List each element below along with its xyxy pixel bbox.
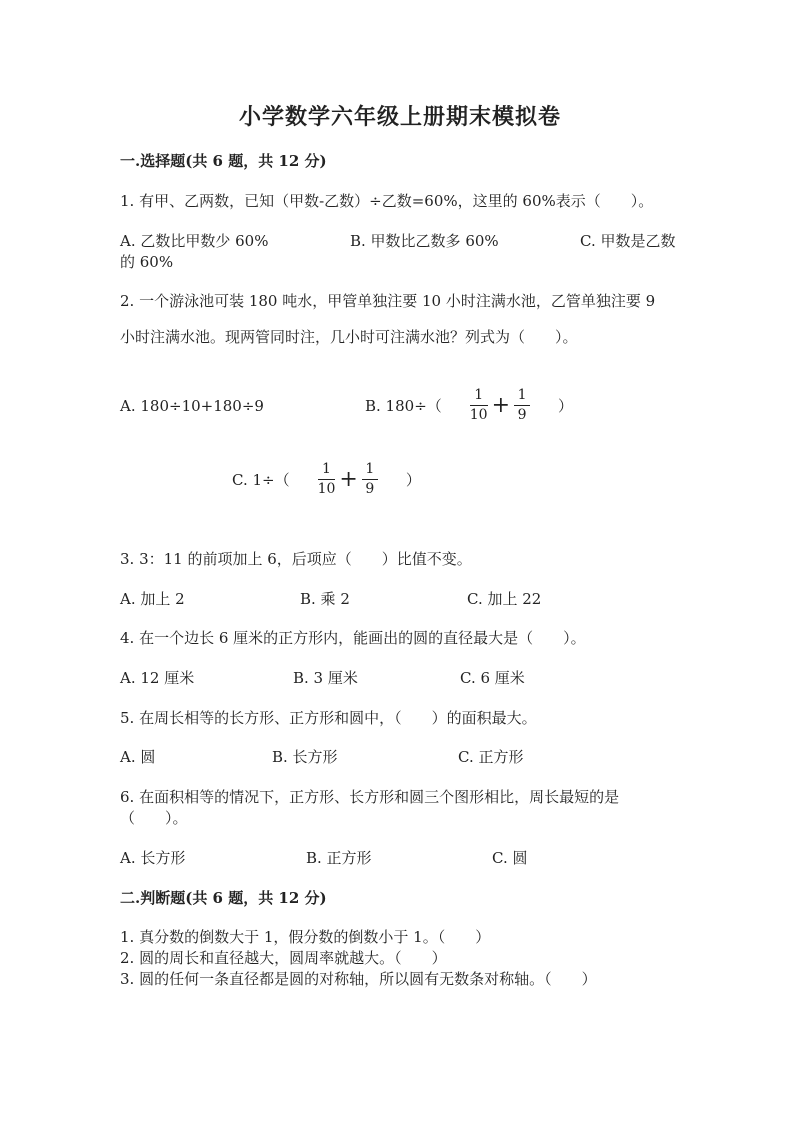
- question-2-option-c: [232, 462, 421, 496]
- fraction-one-ninth: [514, 388, 530, 422]
- question-2-line-1: 2. 一个游泳池可装 180 吨水，甲管单独注要 10 小时注满水池，乙管单独注要 9: [120, 292, 656, 310]
- judgement-item-2: 2. 圆的周长和直径越大，圆周率就越大。（ ）: [120, 949, 447, 967]
- question-3-text: 3. 3：11 的前项加上 6，后项应（ ）比值不变。: [120, 550, 472, 568]
- judgement-item-1: 1. 真分数的倒数大于 1，假分数的倒数小于 1。（ ）: [120, 928, 491, 946]
- question-4-option-b: B. 3 厘米: [293, 669, 358, 687]
- close-paren: ）: [405, 470, 421, 489]
- fraction-denominator: 10: [317, 480, 336, 497]
- question-4-option-c: C. 6 厘米: [460, 669, 525, 687]
- question-5-option-b: B. 长方形: [272, 748, 338, 766]
- question-6-line-2: （ ）。: [120, 809, 188, 827]
- question-5-option-a: A. 圆: [120, 748, 156, 766]
- fraction-numerator: 1: [474, 387, 484, 403]
- question-6-option-a: A. 长方形: [120, 849, 186, 867]
- question-3-option-c: C. 加上 22: [467, 590, 542, 608]
- fraction-one-tenth: [470, 388, 488, 422]
- plus-sign: +: [339, 466, 358, 492]
- fraction-denominator: 9: [517, 406, 527, 423]
- question-5-text: 5. 在周长相等的长方形、正方形和圆中，（ ）的面积最大。: [120, 709, 537, 727]
- question-1-option-c-continued: 的 60%: [120, 253, 174, 271]
- question-1-option-b: B. 甲数比乙数多 60%: [350, 232, 499, 250]
- question-1-option-a: A. 乙数比甲数少 60%: [120, 232, 269, 250]
- question-1-option-c: C. 甲数是乙数: [580, 232, 676, 250]
- question-2-option-a: A. 180÷10+180÷9: [120, 397, 264, 415]
- question-3-option-a: A. 加上 2: [120, 590, 185, 608]
- section-heading-judgement: 二.判断题(共 6 题，共 12 分): [120, 889, 327, 907]
- question-3-option-b: B. 乘 2: [300, 590, 350, 608]
- question-2-line-2: 小时注满水池。现两管同时注，几小时可注满水池？列式为（ ）。: [120, 328, 578, 346]
- plus-sign: +: [491, 392, 511, 418]
- fraction-denominator: 10: [469, 406, 488, 423]
- fraction-numerator: 1: [517, 387, 527, 403]
- fraction-numerator: 1: [365, 461, 375, 477]
- fraction-one-ninth: [362, 462, 378, 496]
- judgement-item-3: 3. 圆的任何一条直径都是圆的对称轴，所以圆有无数条对称轴。（ ）: [120, 970, 597, 988]
- question-6-line-1: 6. 在面积相等的情况下，正方形、长方形和圆三个图形相比，周长最短的是: [120, 788, 620, 806]
- question-1-text: 1. 有甲、乙两数，已知（甲数-乙数）÷乙数=60%，这里的 60%表示（ ）。: [120, 192, 654, 210]
- option-c-prefix: C. 1÷（: [232, 470, 290, 489]
- question-6-option-b: B. 正方形: [306, 849, 372, 867]
- section-heading-choice: 一.选择题(共 6 题，共 12 分): [120, 152, 327, 170]
- fraction-denominator: 9: [365, 480, 375, 497]
- question-4-text: 4. 在一个边长 6 厘米的正方形内，能画出的圆的直径最大是（ ）。: [120, 629, 586, 647]
- fraction-numerator: 1: [322, 461, 331, 477]
- page-title: 小学数学六年级上册期末模拟卷: [238, 104, 561, 130]
- fraction-one-tenth: [318, 462, 336, 496]
- question-5-option-c: C. 正方形: [458, 748, 524, 766]
- question-6-option-c: C. 圆: [492, 849, 528, 867]
- question-4-option-a: A. 12 厘米: [120, 669, 195, 687]
- close-paren: ）: [558, 396, 574, 415]
- option-b-prefix: B. 180÷（: [365, 396, 442, 415]
- question-2-option-b: [365, 388, 573, 422]
